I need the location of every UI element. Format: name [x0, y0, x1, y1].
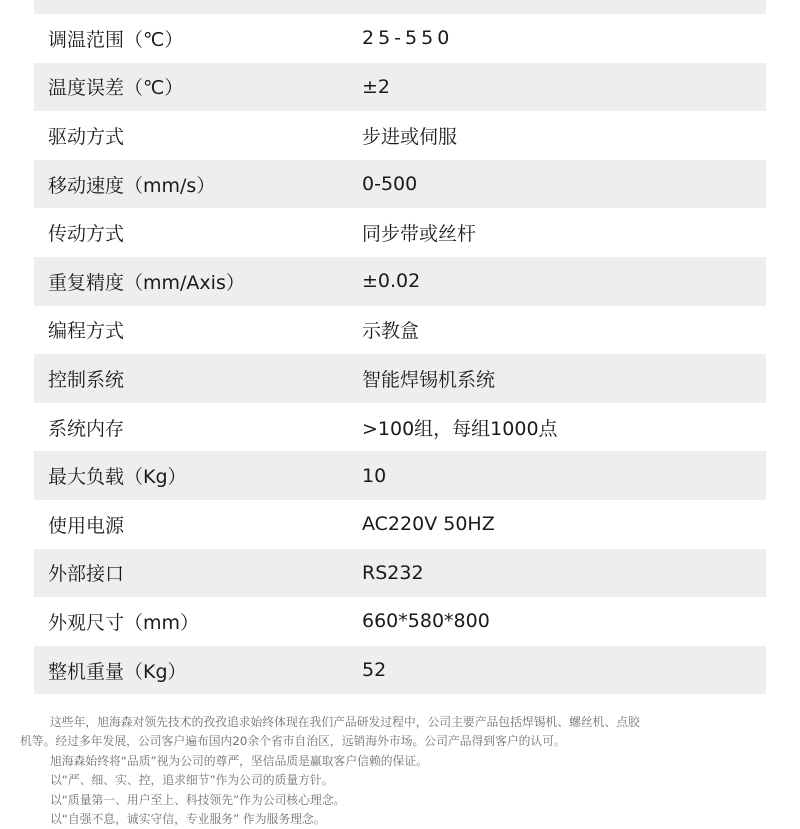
intro-line: 以“质量第一、用户至上、科技领先”作为公司核心理念。 [50, 792, 346, 807]
intro-line: 机等。经过多年发展，公司客户遍布国内20余个省市自治区，远销海外市场。公司产品得到客户的认可。 [20, 734, 566, 749]
table-row [34, 597, 766, 646]
table-row [34, 160, 766, 209]
row-label: 使用电源 [48, 514, 125, 537]
table-row [34, 63, 766, 112]
row-value: RS232 [362, 561, 424, 584]
intro-line: 旭海森始终将“品质”视为公司的尊严，坚信品质是赢取客户信赖的保证。 [50, 753, 428, 768]
row-value: 10 [362, 464, 387, 487]
row-label: 温度误差（℃） [48, 77, 184, 100]
row-label: 移动速度（mm/s） [48, 174, 216, 197]
row-label: 驱动方式 [48, 125, 125, 148]
row-value: 25-550 [362, 27, 454, 50]
row-value: 示教盒 [362, 320, 420, 343]
row-value: ±0.02 [362, 270, 421, 293]
row-value: 智能焊锡机系统 [362, 368, 496, 391]
row-label: 编程方式 [48, 320, 125, 343]
row-value: 步进或伺服 [362, 125, 458, 148]
table-row [34, 354, 766, 403]
table-row [34, 257, 766, 306]
row-value: >100组，每组1000点 [362, 417, 558, 440]
row-value: 660*580*800 [362, 610, 490, 633]
row-value: 52 [362, 659, 387, 682]
row-label: 系统内存 [48, 417, 125, 440]
company-intro [20, 713, 786, 829]
row-label: 重复精度（mm/Axis） [48, 271, 245, 294]
row-label: 外观尺寸（mm） [48, 611, 200, 634]
row-value: AC220V 50HZ [362, 513, 495, 536]
row-label: 最大负载（Kg） [48, 466, 187, 489]
row-value: 0-500 [362, 173, 418, 196]
table-row [34, 111, 766, 160]
row-label: 调温范围（℃） [48, 28, 184, 51]
row-value: 同步带或丝杆 [362, 223, 477, 246]
intro-line: 以“自强不息，诚实守信，专业服务” 作为服务理念。 [50, 812, 326, 827]
table-row [34, 549, 766, 598]
table-row [34, 14, 766, 63]
table-row [34, 646, 766, 695]
row-label: 外部接口 [48, 563, 125, 586]
intro-line: 以“严、细、实、控，追求细节”作为公司的质量方针。 [50, 773, 334, 788]
row-label: 控制系统 [48, 368, 125, 391]
row-label: 整机重量（Kg） [48, 660, 187, 683]
intro-line: 这些年，旭海森对领先技术的孜孜追求始终体现在我们产品研发过程中，公司主要产品包括焊锡机、螺丝机、点胶 [50, 715, 640, 729]
table-row [34, 451, 766, 500]
table-row [34, 500, 766, 549]
spec-table [34, 0, 766, 694]
table-row [34, 306, 766, 355]
table-row [34, 208, 766, 257]
table-top-strip [34, 0, 766, 14]
row-value: ±2 [362, 75, 391, 98]
row-label: 传动方式 [48, 223, 125, 246]
table-row [34, 403, 766, 452]
